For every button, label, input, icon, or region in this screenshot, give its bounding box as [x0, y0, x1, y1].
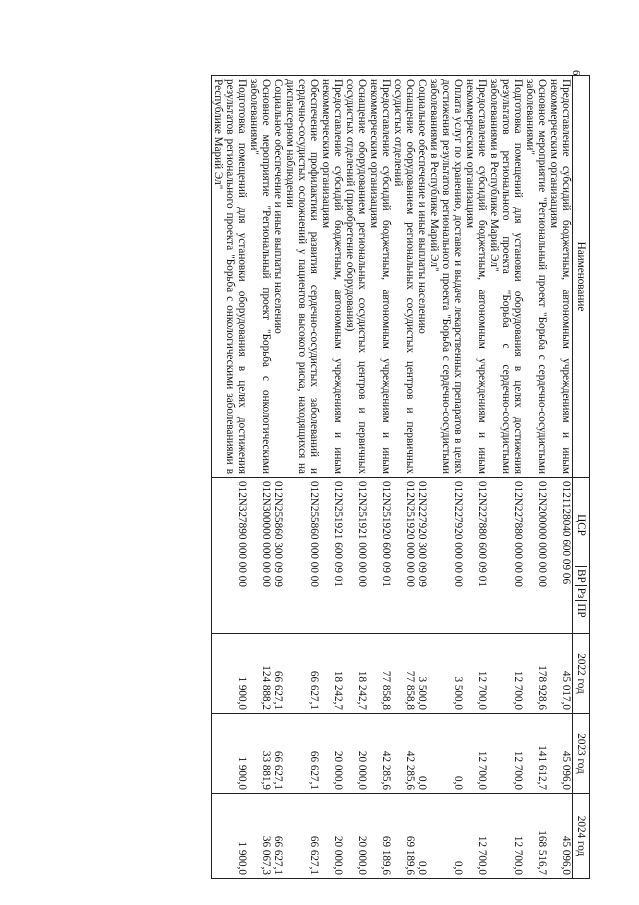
- row-2022-value: 12 700,0: [476, 670, 488, 710]
- row-codes: [524, 478, 548, 634]
- row-2022: [212, 634, 249, 714]
- row-2022-value: 18 242,7: [356, 670, 368, 710]
- row-codes: [320, 478, 344, 634]
- row-2022: [524, 634, 548, 714]
- row-2024: [416, 794, 428, 879]
- header-2023: 2023 год: [573, 714, 590, 794]
- row-2023: [488, 714, 524, 794]
- row-2024-value: 168 516,7: [536, 830, 548, 875]
- row-2022: [548, 634, 573, 714]
- row-2024-value: 12 700,0: [512, 835, 524, 875]
- row-2023-value: 12 700,0: [476, 750, 488, 790]
- row-2022-value: 66 627,1: [272, 670, 284, 710]
- row-2022-value: 12 700,0: [512, 670, 524, 710]
- row-2023-value: 141 612,7: [536, 745, 548, 790]
- row-2022: [428, 634, 464, 714]
- row-name: Подготовка помещений для установки оборудования в целях достижения результатов регионального проекта "Борьба с онкологическими заболеваниями в Республике Марий Эл": [212, 76, 249, 478]
- row-codes: [344, 478, 368, 634]
- row-codes-value: 012N227880 600 09 01: [476, 481, 488, 587]
- row-2024-value: 0,0: [416, 861, 428, 875]
- header-2022: 2022 год: [573, 634, 590, 714]
- row-2024: [548, 794, 573, 879]
- row-2024-value: 20 000,0: [356, 835, 368, 875]
- row-2022-value: 45 017,0: [560, 670, 572, 710]
- table-row: [272, 76, 284, 879]
- row-codes-value: 012N227920 300 09 09: [416, 481, 428, 587]
- row-2023: [212, 714, 249, 794]
- header-vr: ВР: [575, 569, 587, 583]
- row-codes: [284, 478, 320, 634]
- row-name: Основное мероприятие "Региональный проект "Борьба с сердечно-сосудистыми заболеваниями": [524, 76, 548, 478]
- row-codes: [248, 478, 272, 634]
- row-name: Подготовка помещений для установки оборудования в целях достижения результатов регионального проекта "Борьба с сердечно-сосудистыми заболеваниями в Республике Марий Эл": [488, 76, 524, 478]
- row-2022-value: 3 500,0: [452, 676, 464, 710]
- row-name: Социальное обеспечение и иные выплаты населению: [272, 76, 284, 478]
- row-2022: [284, 634, 320, 714]
- row-codes-value: 012N251920 600 09 01: [380, 481, 392, 587]
- row-name: Предоставление субсидий бюджетным, автономным учреждениям и иным некоммерческим организациям: [548, 76, 573, 478]
- row-2022: [320, 634, 344, 714]
- row-2024-value: 69 189,6: [404, 835, 416, 875]
- row-codes-value: 012N227880 000 00 00: [512, 481, 524, 587]
- row-codes: [416, 478, 428, 634]
- row-2023: [284, 714, 320, 794]
- row-2024: [464, 794, 488, 879]
- table-row: [344, 76, 368, 879]
- row-2023: [524, 714, 548, 794]
- rotated-page-content: [92, 75, 590, 878]
- row-2024-value: 45 096,0: [560, 835, 572, 875]
- row-codes: [212, 478, 249, 634]
- row-codes: [428, 478, 464, 634]
- header-2024: 2024 год: [573, 794, 590, 879]
- row-2022: [344, 634, 368, 714]
- row-2024-value: 66 627,1: [272, 835, 284, 875]
- table-row: [284, 76, 320, 879]
- table-row: [320, 76, 344, 879]
- row-2022: [464, 634, 488, 714]
- row-2022: [248, 634, 272, 714]
- row-codes-value: 012N251921 000 00 00: [356, 481, 368, 587]
- header-name: Наименование: [573, 76, 590, 478]
- row-2024: [212, 794, 249, 879]
- row-name: Социальное обеспечение и иные выплаты населению: [416, 76, 428, 478]
- table-row: [416, 76, 428, 879]
- row-2024-value: 20 000,0: [332, 835, 344, 875]
- row-2022-value: 18 242,7: [332, 670, 344, 710]
- table-row: [368, 76, 392, 879]
- row-2023-value: 66 627,1: [308, 750, 320, 790]
- row-2023-value: 20 000,0: [332, 750, 344, 790]
- header-csr: ЦСР: [575, 514, 587, 536]
- row-2023: [368, 714, 392, 794]
- row-2024: [272, 794, 284, 879]
- row-codes-value: 012N251920 000 00 00: [404, 481, 416, 587]
- row-2023: [428, 714, 464, 794]
- row-2022: [416, 634, 428, 714]
- page-number: 6: [570, 70, 582, 76]
- row-2023-value: 12 700,0: [512, 750, 524, 790]
- row-2023-value: 0,0: [452, 776, 464, 790]
- row-2024-value: 36 067,3: [260, 835, 272, 875]
- row-2024: [344, 794, 368, 879]
- row-2023-value: 20 000,0: [356, 750, 368, 790]
- row-2022-value: 3 500,0: [416, 676, 428, 710]
- row-2024: [524, 794, 548, 879]
- row-name: Основное мероприятие "Региональный проект "Борьба с онкологическими заболеваниями": [248, 76, 272, 478]
- row-2024: [428, 794, 464, 879]
- row-2023: [416, 714, 428, 794]
- row-name: Оснащение оборудованием региональных сосудистых центров и первичных сосудистых отделений (приобретение оборудования): [344, 76, 368, 478]
- table-header-row: [573, 76, 590, 879]
- header-pr: ПР: [575, 603, 587, 618]
- budget-table: [211, 75, 590, 879]
- row-2023-value: 42 285,6: [380, 750, 392, 790]
- row-2022-value: 77 858,8: [404, 670, 416, 710]
- row-codes: [464, 478, 488, 634]
- row-2024: [368, 794, 392, 879]
- row-name: Оплата услуг по хранению, доставке и выдаче лекарственных препаратов в целях достижения результатов регионального проекта "Борьба с сердечно-сосудистыми заболеваниями в Республике Марий Эл": [428, 76, 464, 478]
- table-row: [248, 76, 272, 879]
- table-row: [212, 76, 249, 879]
- row-name: Обеспечение профилактики развития сердечно-сосудистых заболеваний и сердечно-сосудистых осложнений у пациентов высокого риска, находящихся на диспансерном наблюдении: [284, 76, 320, 478]
- row-codes-value: 012N327890 000 00 00: [236, 481, 248, 587]
- row-name: Предоставление субсидий бюджетным, автономным учреждениям и иным некоммерческим организациям: [368, 76, 392, 478]
- header-rz: Рз: [575, 587, 587, 599]
- row-2023-value: 42 285,6: [404, 750, 416, 790]
- row-codes: [392, 478, 416, 634]
- row-2022-value: 77 858,8: [380, 670, 392, 710]
- row-2023-value: 45 096,0: [560, 750, 572, 790]
- row-2023-value: 33 881,9: [260, 750, 272, 790]
- row-2022-value: 66 627,1: [308, 670, 320, 710]
- row-2024: [488, 794, 524, 879]
- row-2023-value: 0,0: [416, 776, 428, 790]
- row-2023-value: 1 900,0: [236, 756, 248, 790]
- row-codes: [548, 478, 573, 634]
- row-2023: [464, 714, 488, 794]
- row-2022: [392, 634, 416, 714]
- table-row: [488, 76, 524, 879]
- row-2023: [548, 714, 573, 794]
- table-row: [464, 76, 488, 879]
- row-2022: [488, 634, 524, 714]
- row-2023: [248, 714, 272, 794]
- row-2023: [392, 714, 416, 794]
- row-2024-value: 1 900,0: [236, 841, 248, 875]
- row-2022-value: 124 888,2: [260, 665, 272, 710]
- row-2024: [320, 794, 344, 879]
- row-name: Оснащение оборудованием региональных сосудистых центров и первичных сосудистых отделений: [392, 76, 416, 478]
- row-2024-value: 69 189,6: [380, 835, 392, 875]
- row-codes-value: 012N255860 300 09 09: [272, 481, 284, 587]
- row-codes-value: 012N251921 600 09 01: [332, 481, 344, 587]
- row-2023: [344, 714, 368, 794]
- row-codes: [272, 478, 284, 634]
- row-2022: [368, 634, 392, 714]
- row-2024: [284, 794, 320, 879]
- row-2023-value: 66 627,1: [272, 750, 284, 790]
- row-codes: [368, 478, 392, 634]
- table-body: [212, 76, 573, 879]
- row-codes-value: 012N227920 000 00 00: [452, 481, 464, 587]
- table-row: [548, 76, 573, 879]
- row-2023: [272, 714, 284, 794]
- table-row: [392, 76, 416, 879]
- row-codes-value: 012N255860 000 00 00: [308, 481, 320, 587]
- row-codes: [488, 478, 524, 634]
- table-row: [428, 76, 464, 879]
- header-codes: [573, 478, 590, 634]
- row-2024-value: 66 627,1: [308, 835, 320, 875]
- row-2024-value: 12 700,0: [476, 835, 488, 875]
- row-2022-value: 178 928,6: [536, 665, 548, 710]
- row-codes-value: 012N300000 000 00 00: [260, 481, 272, 587]
- table-row: [524, 76, 548, 879]
- row-codes-value: 012N200000 000 00 00: [536, 481, 548, 587]
- row-name: Предоставление субсидий бюджетным, автономным учреждениям и иным некоммерческим организациям: [320, 76, 344, 478]
- row-2024-value: 0,0: [452, 861, 464, 875]
- row-2022: [272, 634, 284, 714]
- row-2023: [320, 714, 344, 794]
- row-2024: [392, 794, 416, 879]
- row-name: Предоставление субсидий бюджетным, автономным учреждениям и иным некоммерческим организациям: [464, 76, 488, 478]
- row-2022-value: 1 900,0: [236, 676, 248, 710]
- row-2024: [248, 794, 272, 879]
- row-codes-value: 0121128040 600 09 06: [560, 481, 572, 585]
